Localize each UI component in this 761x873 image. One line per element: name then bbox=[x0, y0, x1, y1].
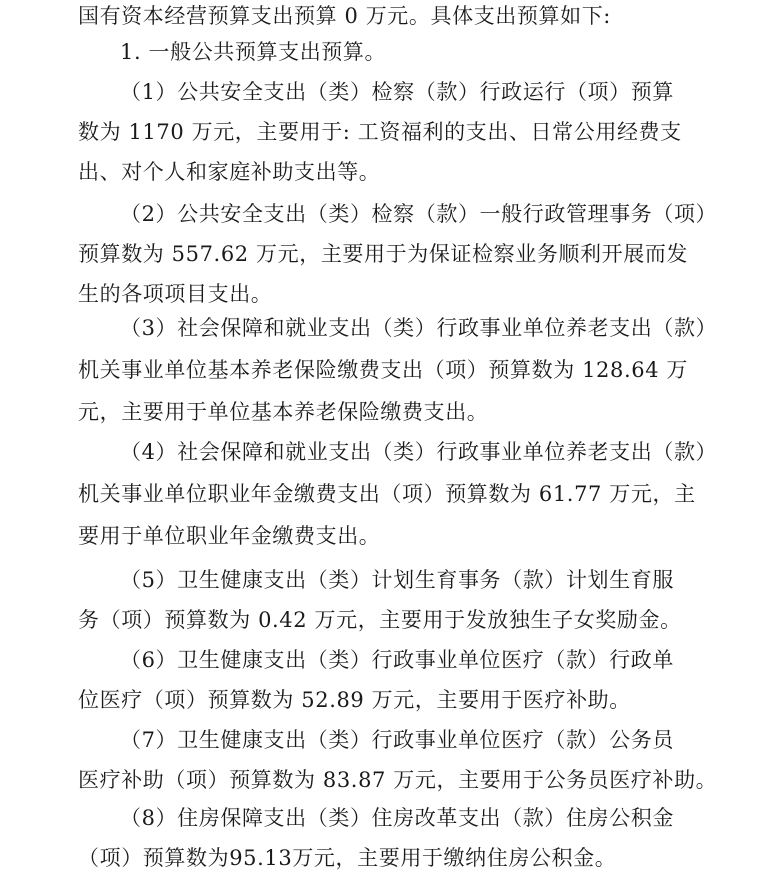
text-line: 国有资本经营预算支出预算 0 万元。具体支出预算如下: bbox=[78, 4, 611, 28]
text-line: 生的各项项目支出。 bbox=[78, 282, 273, 306]
text-line: （3）社会保障和就业支出（类）行政事业单位养老支出（款） bbox=[120, 316, 718, 340]
text-line: （5）卫生健康支出（类）计划生育事务（款）计划生育服 bbox=[120, 568, 674, 592]
text-line: （8）住房保障支出（类）住房改革支出（款）住房公积金 bbox=[120, 806, 674, 830]
text-line: 出、对个人和家庭补助支出等。 bbox=[78, 160, 381, 184]
text-line: 预算数为 557.62 万元，主要用于为保证检察业务顺利开展而发 bbox=[78, 242, 689, 266]
section-heading: 1. 一般公共预算支出预算。 bbox=[120, 40, 387, 64]
text-line: 务（项）预算数为 0.42 万元，主要用于发放独生子女奖励金。 bbox=[78, 608, 682, 632]
text-line: （6）卫生健康支出（类）行政事业单位医疗（款）行政单 bbox=[120, 648, 674, 672]
text-line: 机关事业单位基本养老保险缴费支出（项）预算数为 128.64 万 bbox=[78, 358, 689, 382]
text-line: （7）卫生健康支出（类）行政事业单位医疗（款）公务员 bbox=[120, 728, 674, 752]
text-line: 医疗补助（项）预算数为 83.87 万元，主要用于公务员医疗补助。 bbox=[78, 768, 718, 792]
text-line: 要用于单位职业年金缴费支出。 bbox=[78, 524, 381, 548]
text-line: 机关事业单位职业年金缴费支出（项）预算数为 61.77 万元，主 bbox=[78, 482, 696, 506]
text-line: 数为 1170 万元，主要用于: 工资福利的支出、日常公用经费支 bbox=[78, 120, 682, 144]
text-line: （项）预算数为95.13万元，主要用于缴纳住房公积金。 bbox=[78, 846, 617, 870]
text-line: 位医疗（项）预算数为 52.89 万元，主要用于医疗补助。 bbox=[78, 688, 631, 712]
text-line: （2）公共安全支出（类）检察（款）一般行政管理事务（项） bbox=[120, 202, 718, 226]
text-line: （4）社会保障和就业支出（类）行政事业单位养老支出（款） bbox=[120, 440, 718, 464]
text-line: （1）公共安全支出（类）检察（款）行政运行（项）预算 bbox=[120, 80, 674, 104]
text-line: 元，主要用于单位基本养老保险缴费支出。 bbox=[78, 400, 489, 424]
